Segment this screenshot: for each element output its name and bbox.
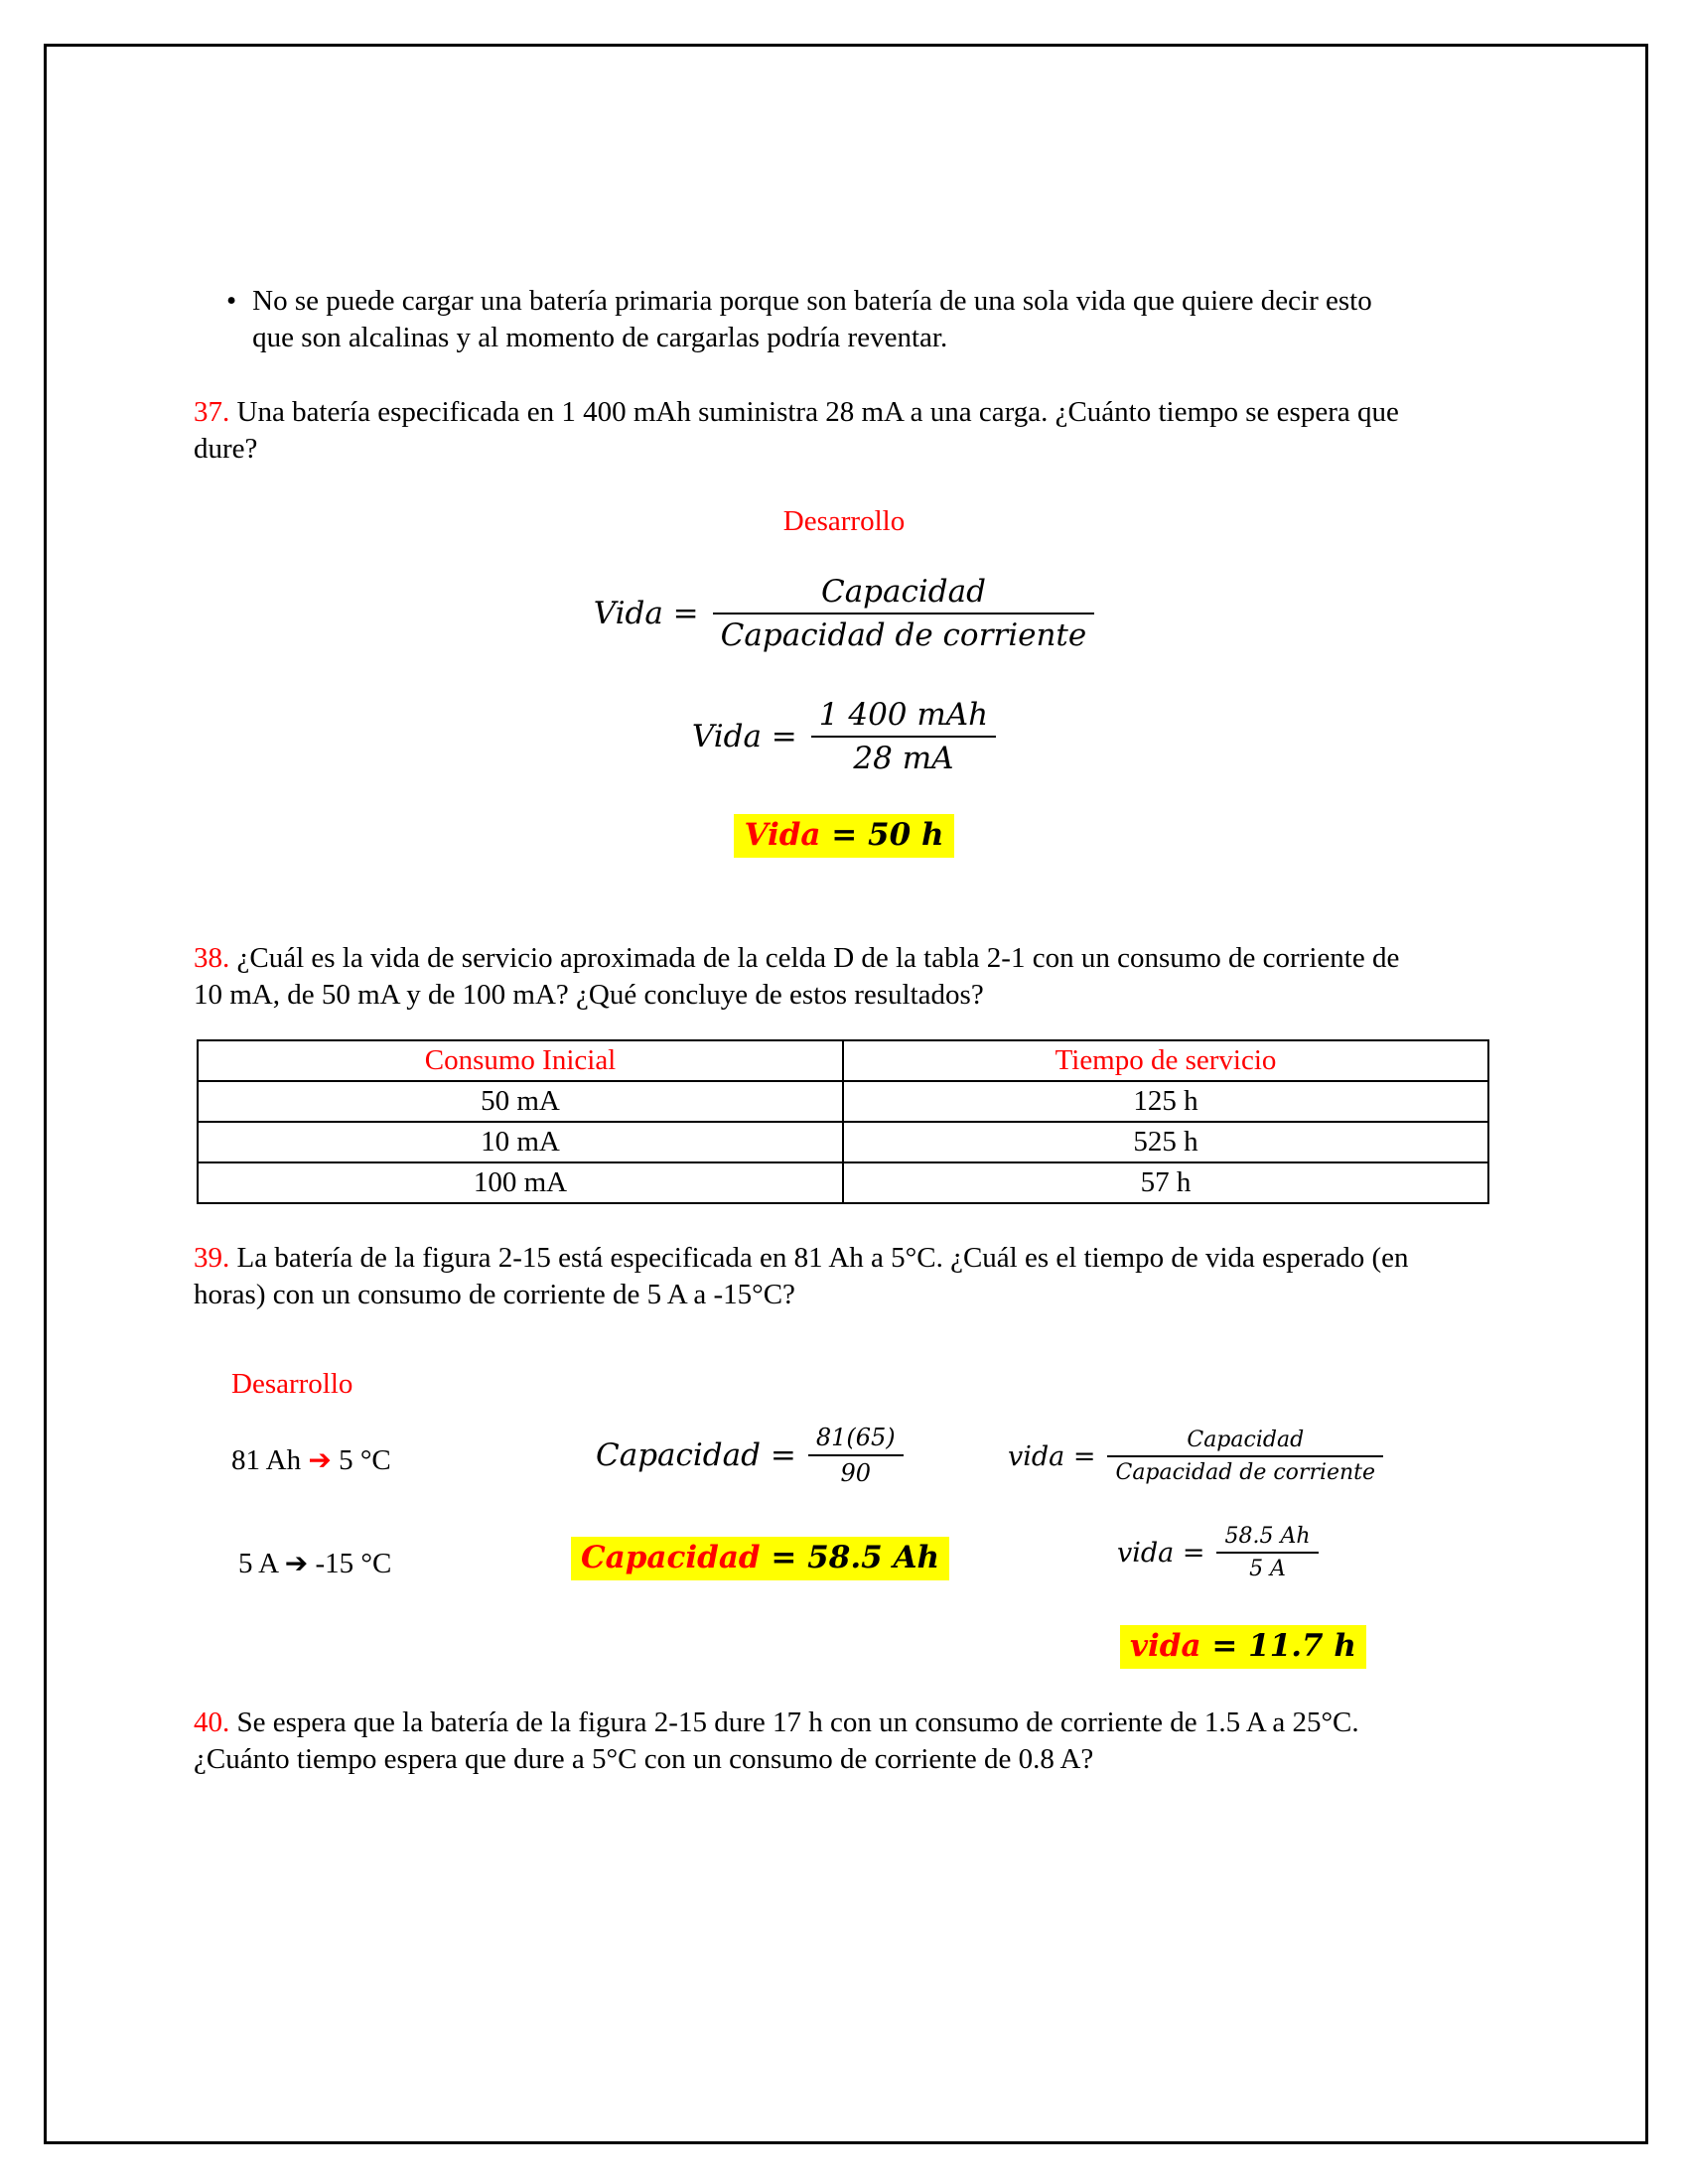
question-37-number: 37. <box>194 396 230 428</box>
given-condition-2 <box>238 1545 391 1582</box>
question-37-text: Una batería especificada en 1 400 mAh suministra 28 mA a una carga. ¿Cuánto tiempo se espera que dure? <box>194 396 1399 465</box>
given-2-pre: 5 A <box>238 1548 285 1579</box>
right-arrow-icon: ➔ <box>284 1547 309 1579</box>
desarrollo-heading-q39: Desarrollo <box>231 1368 353 1400</box>
table-header-tiempo: Tiempo de servicio <box>843 1040 1488 1081</box>
result-capacidad-label: Capacidad <box>581 1540 761 1575</box>
formula-capacidad-fraction <box>808 1424 904 1487</box>
question-39-number: 39. <box>194 1242 230 1274</box>
formula-capacidad-denominator: 90 <box>808 1454 904 1487</box>
table-row <box>198 1162 1488 1203</box>
formula-vida-general-denominator: Capacidad de corriente <box>713 613 1095 653</box>
formula-vida-values-numerator: 1 400 mAh <box>818 697 989 733</box>
result-vida-label: vida <box>1130 1628 1201 1664</box>
table-header-consumo: Consumo Inicial <box>198 1040 843 1081</box>
question-38-text: ¿Cuál es la vida de servicio aproximada de la celda D de la tabla 2-1 con un consumo de corriente de 10 mA, de 50 mA y de 100 mA? ¿Qué concluye de estos resultados? <box>194 942 1400 1011</box>
question-39-text: La batería de la figura 2-15 está especificada en 81 Ah a 5°C. ¿Cuál es el tiempo de vida esperado (en horas) con un consumo de corriente de 5 A a -15°C? <box>194 1242 1409 1310</box>
result-capacidad-highlight <box>571 1537 949 1580</box>
question-40-number: 40. <box>194 1706 230 1738</box>
formula-capacidad-lhs: Capacidad = <box>596 1437 796 1473</box>
table-cell-consumo-1: 10 mA <box>198 1122 843 1162</box>
table-header-row <box>198 1040 1488 1081</box>
formula-vida-general-lhs: Vida = <box>593 596 699 631</box>
formula-vida-values <box>199 697 1489 776</box>
formula-vida2-q39 <box>1117 1524 1319 1581</box>
service-life-table <box>197 1039 1489 1204</box>
formula-vida2-q39-fraction <box>1216 1524 1318 1581</box>
question-39 <box>194 1240 1430 1313</box>
formula-vida2-q39-lhs: vida = <box>1117 1537 1205 1569</box>
right-arrow-icon: ➔ <box>308 1443 332 1476</box>
table-row <box>198 1081 1488 1122</box>
formula-vida-q39-denominator: Capacidad de corriente <box>1107 1455 1383 1485</box>
given-1-post: 5 °C <box>331 1444 391 1476</box>
given-1-pre: 81 Ah <box>231 1444 309 1476</box>
formula-vida-general-numerator: Capacidad <box>820 574 986 610</box>
result-q37-label: Vida <box>744 817 821 853</box>
bullet-text: No se puede cargar una batería primaria porque son batería de una sola vida que quiere decir esto que son alcalinas y al momento de cargarlas podría reventar. <box>252 285 1372 353</box>
formula-vida-values-denominator: 28 mA <box>811 736 996 776</box>
formula-vida2-q39-denominator: 5 A <box>1216 1552 1318 1581</box>
table-cell-consumo-0: 50 mA <box>198 1081 843 1122</box>
question-38 <box>194 940 1430 1014</box>
given-condition-1 <box>231 1441 391 1479</box>
question-38-number: 38. <box>194 942 230 974</box>
question-40-text: Se espera que la batería de la figura 2-15 dure 17 h con un consumo de corriente de 1.5 A a 25°C. ¿Cuánto tiempo espera que dure a 5°C con un consumo de corriente de 0.8 A? <box>194 1706 1359 1775</box>
result-vida-highlight <box>1120 1625 1366 1669</box>
result-q37-highlight <box>734 814 953 858</box>
formula-vida-q39-fraction <box>1107 1428 1383 1485</box>
formula-vida-values-fraction <box>811 697 996 776</box>
bullet-marker: • <box>226 285 237 317</box>
formula-vida-general <box>199 574 1489 653</box>
formula-vida-values-lhs: Vida = <box>691 719 797 754</box>
table-cell-tiempo-2: 57 h <box>843 1162 1488 1203</box>
question-40 <box>194 1705 1450 1778</box>
table-row <box>198 1122 1488 1162</box>
result-capacidad-value: = 58.5 Ah <box>760 1540 940 1575</box>
question-37 <box>194 394 1430 468</box>
result-capacidad-container <box>571 1537 949 1580</box>
result-q37-container <box>199 814 1489 858</box>
table-cell-tiempo-0: 125 h <box>843 1081 1488 1122</box>
given-2-post: -15 °C <box>308 1548 392 1579</box>
formula-capacidad <box>596 1424 904 1487</box>
result-q37-value: = 50 h <box>820 817 944 853</box>
bullet-item <box>226 283 1394 356</box>
formula-vida-general-fraction <box>713 574 1095 653</box>
desarrollo-heading-q37: Desarrollo <box>782 505 906 537</box>
formula-vida-q39-lhs: vida = <box>1008 1440 1096 1472</box>
formula-vida-q39-numerator: Capacidad <box>1187 1428 1305 1452</box>
result-vida-container <box>1120 1625 1366 1669</box>
table-cell-tiempo-1: 525 h <box>843 1122 1488 1162</box>
formula-vida2-q39-numerator: 58.5 Ah <box>1224 1524 1311 1549</box>
result-vida-value: = 11.7 h <box>1200 1628 1356 1664</box>
table-cell-consumo-2: 100 mA <box>198 1162 843 1203</box>
formula-vida-q39 <box>1008 1428 1383 1485</box>
formula-capacidad-numerator: 81(65) <box>815 1424 896 1451</box>
